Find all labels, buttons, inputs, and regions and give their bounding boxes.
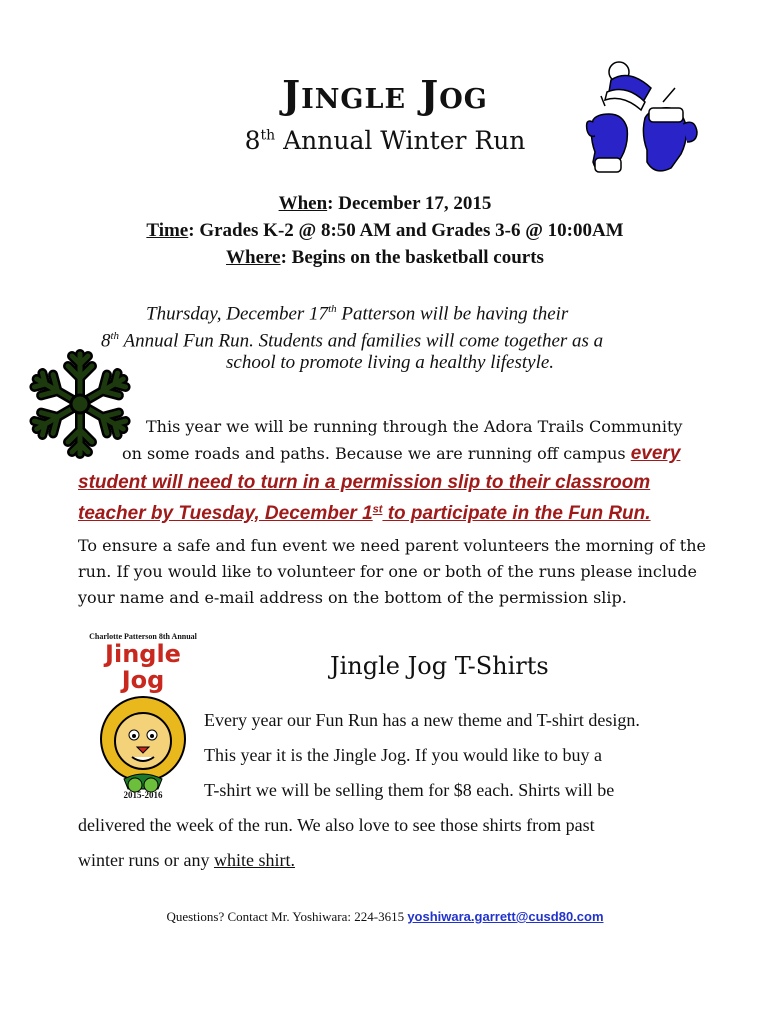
event-date: When: December 17, 2015 (278, 193, 492, 214)
route-line-2: on some roads and paths. Because we are running off campus every (122, 443, 681, 464)
volunteer-line-2: run. If you would like to volunteer for one or both of the runs please include (78, 562, 698, 581)
intro-line-3: school to promote living a healthy lifestyle. (226, 352, 555, 373)
page-subtitle: 8th Annual Winter Run (244, 126, 526, 155)
tshirt-heading: Jingle Jog T-Shirts (330, 652, 549, 680)
mittens-icon (585, 58, 705, 188)
logo-title: Jingle Jog (105, 640, 181, 694)
tshirt-line-2: This year it is the Jingle Jog. If you would like to buy a (204, 745, 602, 765)
contact-email-link[interactable]: yoshiwara.garrett@cusd80.com (407, 909, 604, 924)
route-line-4: teacher by Tuesday, December 1st to participate in the Fun Run. (78, 503, 651, 524)
tshirt-line-3: T-shirt we will be selling them for $8 each. Shirts will be (204, 780, 615, 800)
event-time: Time: Grades K-2 @ 8:50 AM and Grades 3-6 @ 10:00AM (146, 220, 624, 241)
tshirt-line-5: winter runs or any white shirt. (78, 850, 295, 870)
tshirt-line-1: Every year our Fun Run has a new theme and T-shirt design. (204, 710, 640, 730)
route-line-3: student will need to turn in a permission slip to their classroom (78, 472, 651, 493)
lion-icon (80, 693, 206, 793)
volunteer-line-1: To ensure a safe and fun event we need parent volunteers the morning of the (78, 536, 706, 555)
volunteer-line-3: your name and e-mail address on the bottom of the permission slip. (78, 588, 627, 607)
route-line-1: This year we will be running through the Adora Trails Community (146, 417, 683, 436)
jingle-jog-logo (80, 632, 206, 800)
intro-line-1: Thursday, December 17th Patterson will be having their (146, 303, 569, 325)
tshirt-line-4: delivered the week of the run. We also love to see those shirts from past (78, 815, 595, 835)
event-location: Where: Begins on the basketball courts (226, 247, 544, 268)
page-title: Jingle Jog (282, 72, 488, 117)
logo-year: 2015-2016 (123, 790, 163, 800)
contact-footer: Questions? Contact Mr. Yoshiwara: 224-3615 yoshiwara.garrett@cusd80.com (166, 909, 604, 924)
logo-top-text: Charlotte Patterson 8th Annual (89, 632, 197, 641)
intro-line-2: 8th Annual Fun Run. Students and families will come together as a (101, 330, 604, 352)
